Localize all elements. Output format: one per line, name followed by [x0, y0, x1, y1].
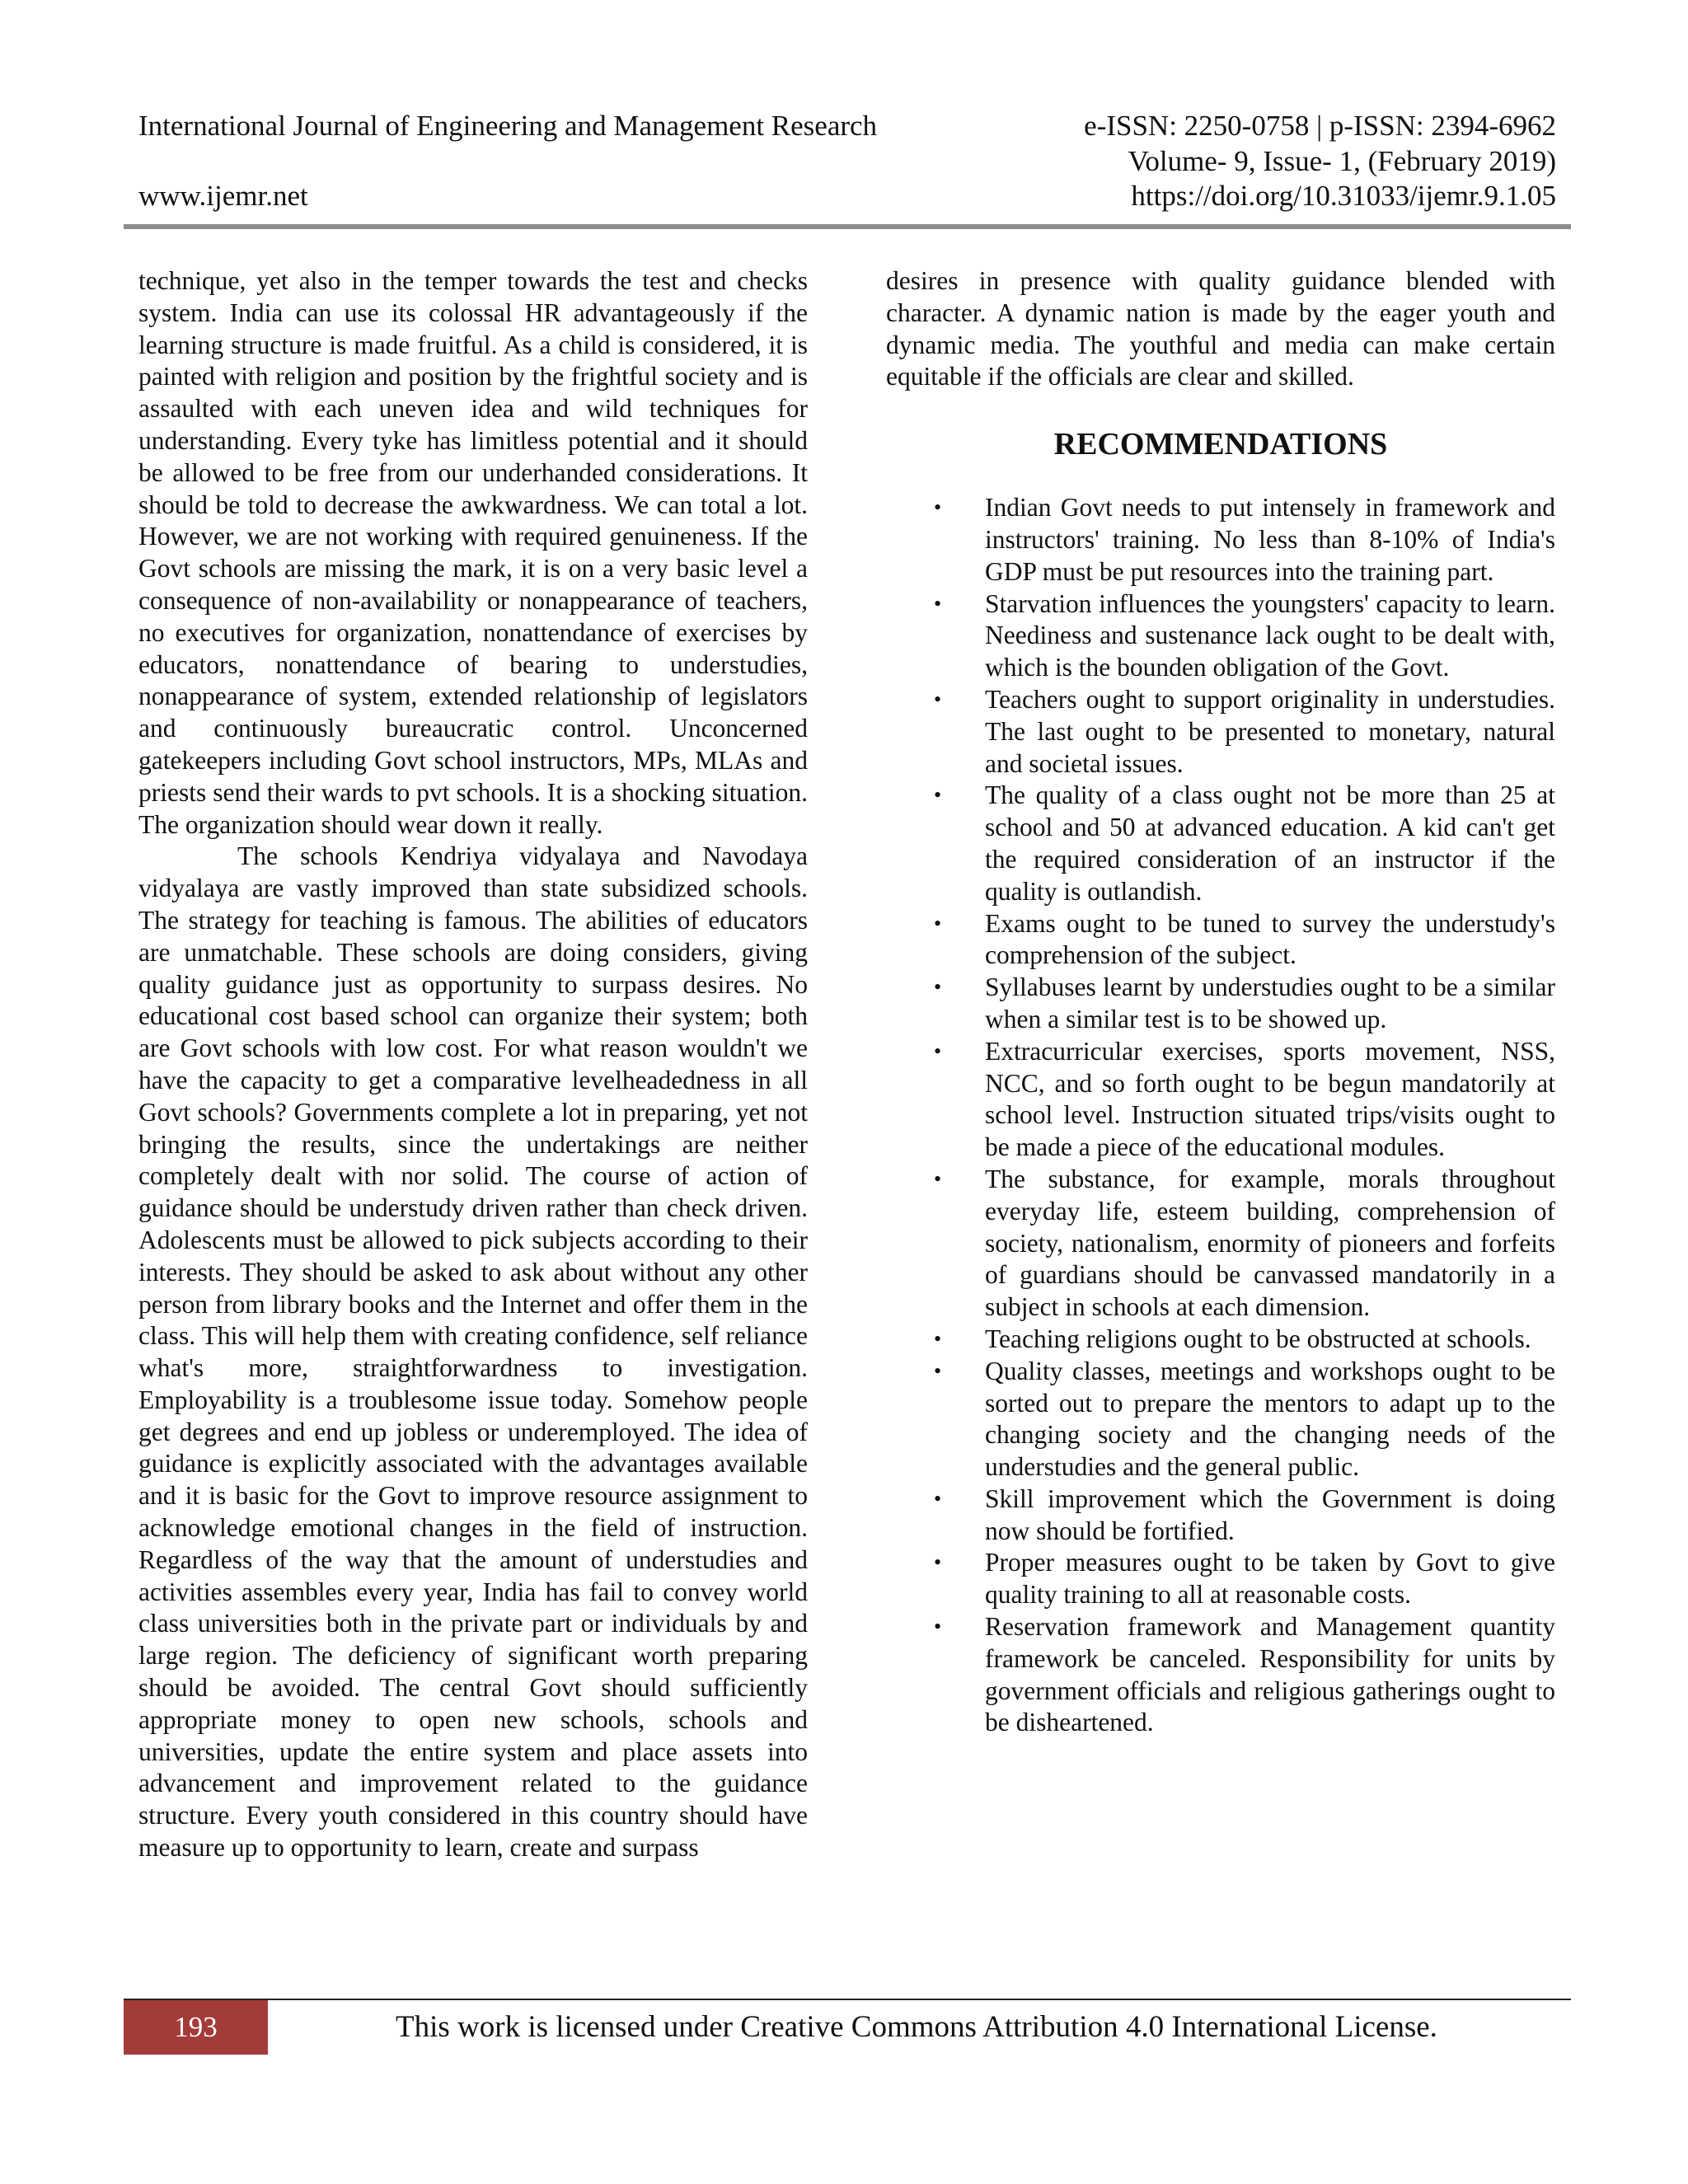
bullet-icon: • [934, 495, 942, 520]
list-item [934, 1164, 1555, 1324]
list-item-text: Teachers ought to support originality in understudies. The last ought to be presented to monetary, natural and societal issues. [985, 684, 1555, 778]
list-item [934, 1356, 1555, 1483]
footer-divider [124, 1999, 1571, 2000]
bullet-icon: • [934, 591, 942, 616]
volume-info: Volume- 9, Issue- 1, (February 2019) [1128, 145, 1556, 177]
journal-title: International Journal of Engineering and Management Research [138, 110, 878, 142]
list-item [934, 492, 1555, 588]
journal-website-link[interactable]: www.ijemr.net [138, 180, 308, 212]
left-column [138, 265, 808, 1864]
list-item-text: Quality classes, meetings and workshops ought to be sorted out to prepare the mentors to adapt up to the changing society and the changing needs of the understudies and the general public. [985, 1356, 1555, 1482]
list-item-text: Reservation framework and Management quantity framework be canceled. Responsibility for units by government officials and religious gatherings ought to be disheartened. [985, 1612, 1555, 1737]
body-paragraph: The schools Kendriya vidyalaya and Navodaya vidyalaya are vastly improved than state subsidized schools. The strategy for teaching is famous. The abilities of educators are unmatchable. These schools are doing considers, giving quality guidance just as opportunity to surpass desires. No educational cost based school can organize their system; both are Govt schools with low cost. For what reason wouldn't we have the capacity to get a comparative levelheadedness in all Govt schools? Governments complete a lot in preparing, yet not bringing the results, since the undertakings are neither completely dealt with nor solid. The course of action of guidance should be understudy driven rather than check driven. Adolescents must be allowed to pick subjects according to their interests. They should be asked to ask about without any other person from library books and the Internet and offer them in the class. This will help them with creating confidence, self reliance what's more, straightforwardness to investigation. Employability is a troublesome issue today. Somehow people get degrees and end up jobless or underemployed. The idea of guidance is explicitly associated with the advantages available and it is basic for the Govt to improve resource assignment to acknowledge emotional changes in the field of instruction. Regardless of the way that the amount of understudies and activities assembles every year, India has fail to convey world class universities both in the private part or individuals by and large region. The deficiency of significant worth preparing should be avoided. The central Govt should sufficiently appropriate money to open new schools, schools and universities, update the entire system and place assets into advancement and improvement related to the guidance structure. Every youth considered in this country should have measure up to opportunity to learn, create and surpass [138, 841, 808, 1863]
bullet-icon: • [934, 1038, 942, 1063]
bullet-icon: • [934, 1550, 942, 1575]
header-divider [124, 224, 1571, 229]
bullet-icon: • [934, 1615, 942, 1639]
page-number-badge: 193 [124, 2000, 268, 2055]
bullet-icon: • [934, 1358, 942, 1383]
list-item [934, 1547, 1555, 1611]
list-item [934, 1483, 1555, 1548]
body-paragraph: technique, yet also in the temper towards the test and checks system. India can use its colossal HR advantageously if the learning structure is made fruitful. As a child is considered, it is painted with religion and position by the frightful society and is assaulted with each uneven idea and wild techniques for understanding. Every tyke has limitless potential and it should be allowed to be free from our underhanded considerations. It should be told to decrease the awkwardness. We can total a lot. However, we are not working with required genuineness. If the Govt schools are missing the mark, it is on a very basic level a consequence of non-availability or nonappearance of teachers, no executives for organization, nonattendance of exercises by educators, nonattendance of bearing to understudies, nonappearance of system, extended relationship of legislators and continuously bureaucratic control. Unconcerned gatekeepers including Govt school instructors, MPs, MLAs and priests send their wards to pvt schools. It is a shocking situation. The organization should wear down it really. [138, 266, 808, 839]
issn-info: e-ISSN: 2250-0758 | p-ISSN: 2394-6962 [1084, 110, 1556, 142]
list-item [934, 684, 1555, 780]
running-header-row1 [138, 110, 1556, 143]
right-column [886, 265, 1555, 1739]
bullet-icon: • [934, 1326, 942, 1351]
list-item-text: Teaching religions ought to be obstructed at schools. [985, 1324, 1531, 1353]
bullet-icon: • [934, 783, 942, 808]
list-item-text: The substance, for example, morals throughout everyday life, esteem building, comprehension of society, nationalism, enormity of pioneers and forfeits of guardians should be canvassed mandatorily in a subject in schools at each dimension. [985, 1164, 1555, 1322]
list-item-text: Starvation influences the youngsters' capacity to learn. Neediness and sustenance lack ought to be dealt with, which is the bounden obligation of the Govt. [985, 588, 1555, 682]
bullet-icon: • [934, 1166, 942, 1191]
list-item-text: Syllabuses learnt by understudies ought to be a similar when a similar test is to be showed up. [985, 972, 1555, 1033]
license-notice: This work is licensed under Creative Commons Attribution 4.0 International License. [396, 2010, 1437, 2044]
list-item-text: Extracurricular exercises, sports movement, NSS, NCC, and so forth ought to be begun mandatorily at school level. Instruction situated trips/visits ought to be made a piece of the educational modules. [985, 1036, 1555, 1162]
body-paragraph: desires in presence with quality guidance blended with character. A dynamic nation is made by the eager youth and dynamic media. The youthful and media can make certain equitable if the officials are clear and skilled. [886, 266, 1555, 391]
section-heading: RECOMMENDATIONS [1053, 427, 1388, 462]
list-item [934, 1611, 1555, 1739]
bullet-icon: • [934, 911, 942, 935]
list-item [934, 1036, 1555, 1164]
list-item-text: Skill improvement which the Government is doing now should be fortified. [985, 1483, 1555, 1545]
bullet-icon: • [934, 975, 942, 1000]
list-item [934, 972, 1555, 1036]
running-header-row3 [138, 180, 1556, 213]
list-item-text: Exams ought to be tuned to survey the understudy's comprehension of the subject. [985, 908, 1555, 970]
list-item [934, 1324, 1555, 1356]
bullet-icon: • [934, 1486, 942, 1511]
doi-link[interactable]: https://doi.org/10.31033/ijemr.9.1.05 [1131, 180, 1556, 212]
list-item-text: Proper measures ought to be taken by Govt to give quality training to all at reasonable costs. [985, 1548, 1555, 1610]
list-item-text: The quality of a class ought not be more than 25 at school and 50 at advanced education. A kid can't get the required consideration of an instructor if the quality is outlandish. [985, 780, 1555, 906]
list-item [934, 780, 1555, 907]
list-item [934, 908, 1555, 972]
list-item [934, 588, 1555, 684]
recommendations-list [886, 492, 1555, 1739]
bullet-icon: • [934, 687, 942, 711]
list-item-text: Indian Govt needs to put intensely in framework and instructors' training. No less than 8-10% of India's GDP must be put resources into the training part. [985, 493, 1555, 586]
